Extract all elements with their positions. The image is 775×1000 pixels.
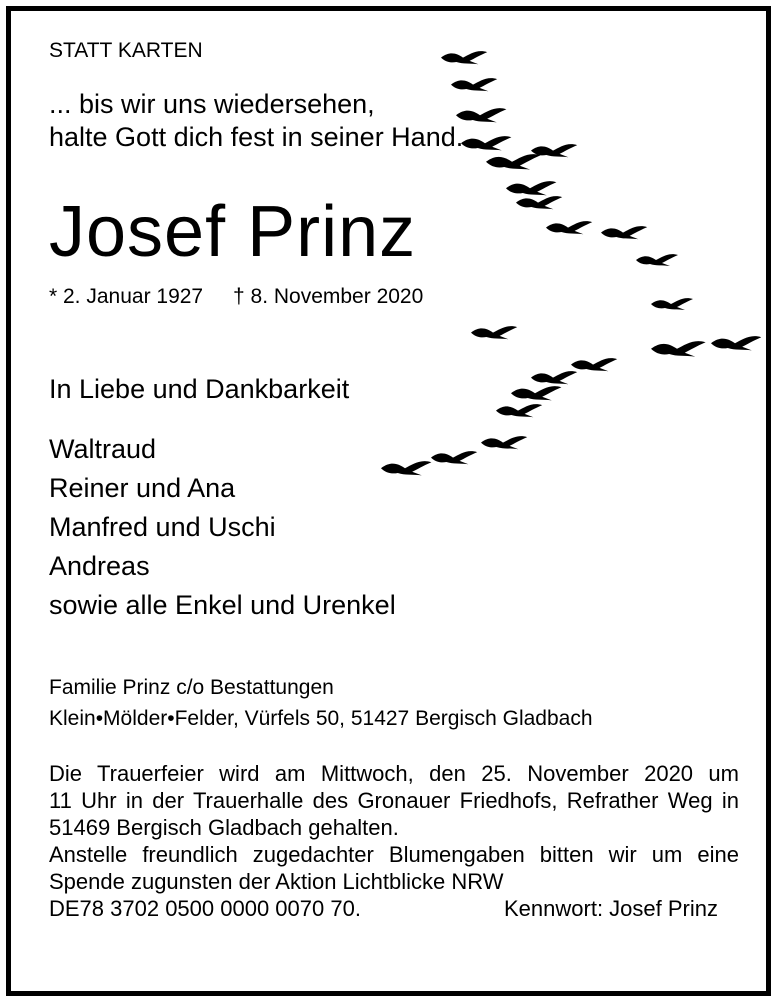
- birth-date: * 2. Januar 1927: [49, 285, 204, 308]
- bank-account: DE78 3702 0500 0000 0070 70.: [49, 896, 361, 921]
- donation-line-1: Anstelle freundlich zugedachter Blumengaben bitten wir um eine: [49, 842, 739, 867]
- ceremony-line-2: 11 Uhr in der Trauerhalle des Gronauer Friedhofs, Refrather Weg in: [49, 788, 739, 813]
- mourner-name: Andreas: [49, 551, 150, 581]
- ceremony-line-1: Die Trauerfeier wird am Mittwoch, den 25. November 2020 um: [49, 761, 739, 786]
- deceased-name: Josef Prinz: [49, 192, 417, 272]
- mourner-name: Reiner und Ana: [49, 473, 236, 503]
- mourners-intro: In Liebe und Dankbarkeit: [49, 374, 350, 404]
- mourner-name: Waltraud: [49, 434, 157, 464]
- header-label: STATT KARTEN: [49, 39, 203, 62]
- mourner-name: sowie alle Enkel und Urenkel: [49, 590, 396, 620]
- donation-line-2: Spende zugunsten der Aktion Lichtblicke NRW: [49, 869, 504, 894]
- donation-keyword: Kennwort: Josef Prinz: [504, 896, 718, 921]
- obituary-notice: [6, 6, 771, 996]
- contact-line-2: Klein•Mölder•Felder, Vürfels 50, 51427 Bergisch Gladbach: [49, 707, 593, 730]
- ceremony-line-3: 51469 Bergisch Gladbach gehalten.: [49, 815, 399, 840]
- death-date: † 8. November 2020: [233, 285, 424, 308]
- contact-line-1: Familie Prinz c/o Bestattungen: [49, 676, 334, 699]
- mourner-name: Manfred und Uschi: [49, 512, 276, 542]
- verse-line-2: halte Gott dich fest in seiner Hand.: [49, 122, 464, 152]
- verse-line-1: ... bis wir uns wiedersehen,: [49, 89, 375, 119]
